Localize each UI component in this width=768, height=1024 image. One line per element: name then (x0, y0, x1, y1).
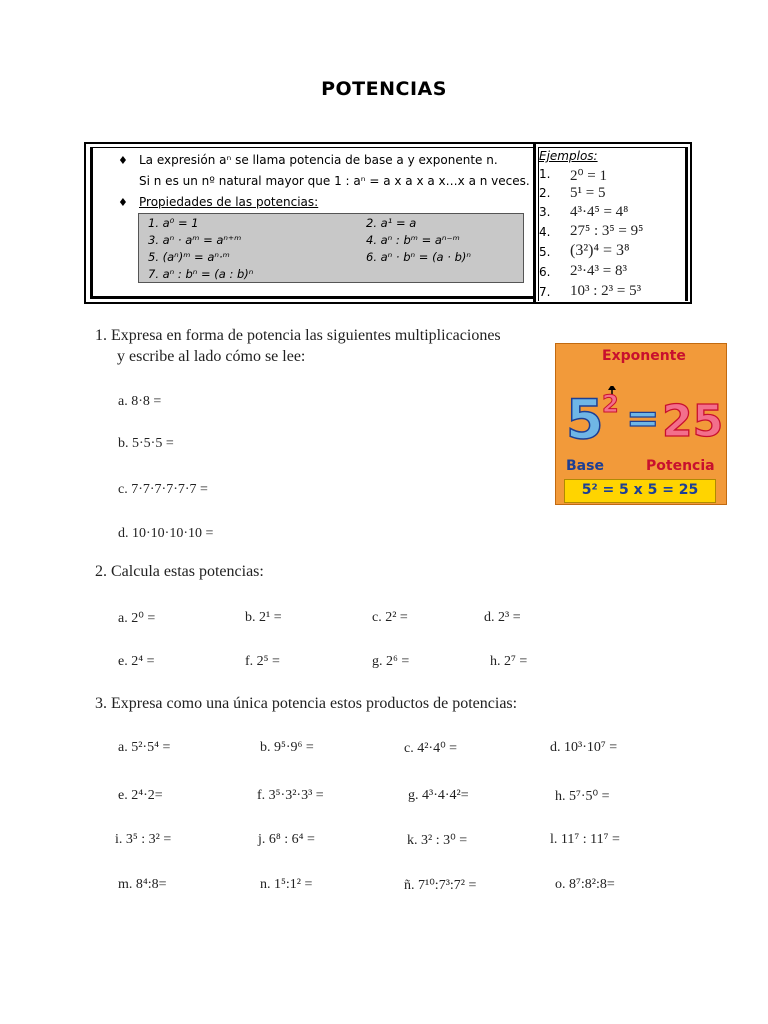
base-digit: 5 (566, 388, 604, 446)
example-expression: 2⁰ = 1 (570, 168, 607, 184)
definition-line-2: Si n es un nº natural mayor que 1 : aⁿ = a x a x a x…x a n veces. (139, 174, 530, 188)
example-expression: 4³·4⁵ = 4⁸ (570, 204, 629, 220)
potencia-label: Potencia (646, 458, 715, 474)
example-expression: 2³·4³ = 8³ (570, 263, 627, 279)
base-label: Base (566, 458, 604, 474)
exercise-2-item: c. 2² = (372, 610, 408, 625)
example-number: 6. (539, 265, 551, 279)
examples-label: Ejemplos: (539, 149, 598, 163)
exercise-3-item: g. 4³·4·4²= (408, 788, 469, 803)
exercise-1-item: a. 8·8 = (118, 394, 162, 409)
property-5: 5. (aⁿ)ᵐ = aⁿ·ᵐ (148, 250, 230, 264)
property-4: 4. aⁿ : bᵐ = aⁿ⁻ᵐ (366, 233, 460, 247)
exercise-1-title: 1. Expresa en forma de potencia las siguientes multiplicaciones (95, 327, 501, 344)
definition-line: La expresión aⁿ se llama potencia de base a y exponente n. (139, 153, 498, 167)
exercise-3-item: l. 11⁷ : 11⁷ = (550, 832, 620, 847)
exercise-2-item: a. 2⁰ = (118, 611, 156, 626)
exercise-3-item: h. 5⁷·5⁰ = (555, 789, 610, 804)
property-1: 1. a⁰ = 1 (148, 216, 199, 230)
bullet-icon: ♦ (118, 196, 128, 209)
formula-text: 5² = 5 x 5 = 25 (581, 482, 699, 498)
exercise-1-item: d. 10·10·10·10 = (118, 526, 214, 541)
example-number: 2. (539, 186, 551, 200)
theory-divider (533, 144, 536, 302)
exercise-2-item: g. 2⁶ = (372, 654, 410, 669)
equals-sign: = (626, 396, 660, 442)
exercise-3-title: 3. Expresa como una única potencia estos productos de potencias: (95, 695, 518, 712)
exercise-3-item: e. 2⁴·2= (118, 788, 163, 803)
exercise-3-item: f. 3⁵·3²·3³ = (257, 788, 324, 803)
example-expression: 27⁵ : 3⁵ = 9⁵ (570, 223, 644, 239)
exercise-2-item: e. 2⁴ = (118, 654, 155, 669)
exercise-3-item: a. 5²·5⁴ = (118, 740, 171, 755)
bullet-icon: ♦ (118, 154, 128, 167)
exercise-2-item: h. 2⁷ = (490, 654, 528, 669)
exercise-2-title: 2. Calcula estas potencias: (95, 563, 264, 580)
property-2: 2. a¹ = a (366, 216, 417, 230)
example-number: 5. (539, 245, 551, 259)
exercise-3-item: c. 4²·4⁰ = (404, 741, 458, 756)
exercise-3-item: o. 8⁷:8²:8= (555, 877, 615, 892)
exercise-1-item: b. 5·5·5 = (118, 436, 174, 451)
exercise-3-item: d. 10³·10⁷ = (550, 740, 618, 755)
exercise-3-item: k. 3² : 3⁰ = (407, 833, 468, 848)
property-6: 6. aⁿ · bⁿ = (a · b)ⁿ (366, 250, 471, 264)
example-number: 3. (539, 205, 551, 219)
page-title: POTENCIAS (321, 78, 447, 100)
exercise-1-subtitle: y escribe al lado cómo se lee: (117, 348, 306, 365)
example-expression: 5¹ = 5 (570, 185, 606, 201)
exercise-2-item: b. 2¹ = (245, 610, 282, 625)
exercise-3-item: j. 6⁸ : 6⁴ = (258, 832, 315, 847)
exponent-digit: 2 (602, 390, 619, 418)
example-number: 7. (539, 285, 551, 299)
exercise-3-item: i. 3⁵ : 3² = (115, 832, 172, 847)
property-7: 7. aⁿ : bⁿ = (a : b)ⁿ (148, 267, 254, 281)
example-expression: (3²)⁴ = 3⁸ (570, 242, 630, 259)
exercise-2-item: d. 2³ = (484, 610, 521, 625)
exercise-3-item: ñ. 7¹⁰:7³:7² = (404, 878, 477, 893)
power-diagram (566, 386, 726, 446)
example-number: 4. (539, 225, 551, 239)
formula-bar (564, 479, 716, 503)
exercise-3-item: n. 1⁵:1² = (260, 877, 313, 892)
property-3: 3. aⁿ · aᵐ = aⁿ⁺ᵐ (148, 233, 242, 247)
exponent-label: Exponente (602, 348, 686, 364)
properties-heading: Propiedades de las potencias: (139, 195, 319, 209)
exercise-1-item: c. 7·7·7·7·7·7 = (118, 482, 208, 497)
exercise-3-item: m. 8⁴:8= (118, 877, 167, 892)
example-expression: 10³ : 2³ = 5³ (570, 283, 642, 299)
power-illustration (555, 343, 727, 505)
example-number: 1. (539, 167, 551, 181)
exercise-3-item: b. 9⁵·9⁶ = (260, 740, 314, 755)
exercise-2-item: f. 2⁵ = (245, 654, 280, 669)
result-number: 25 (662, 396, 724, 446)
